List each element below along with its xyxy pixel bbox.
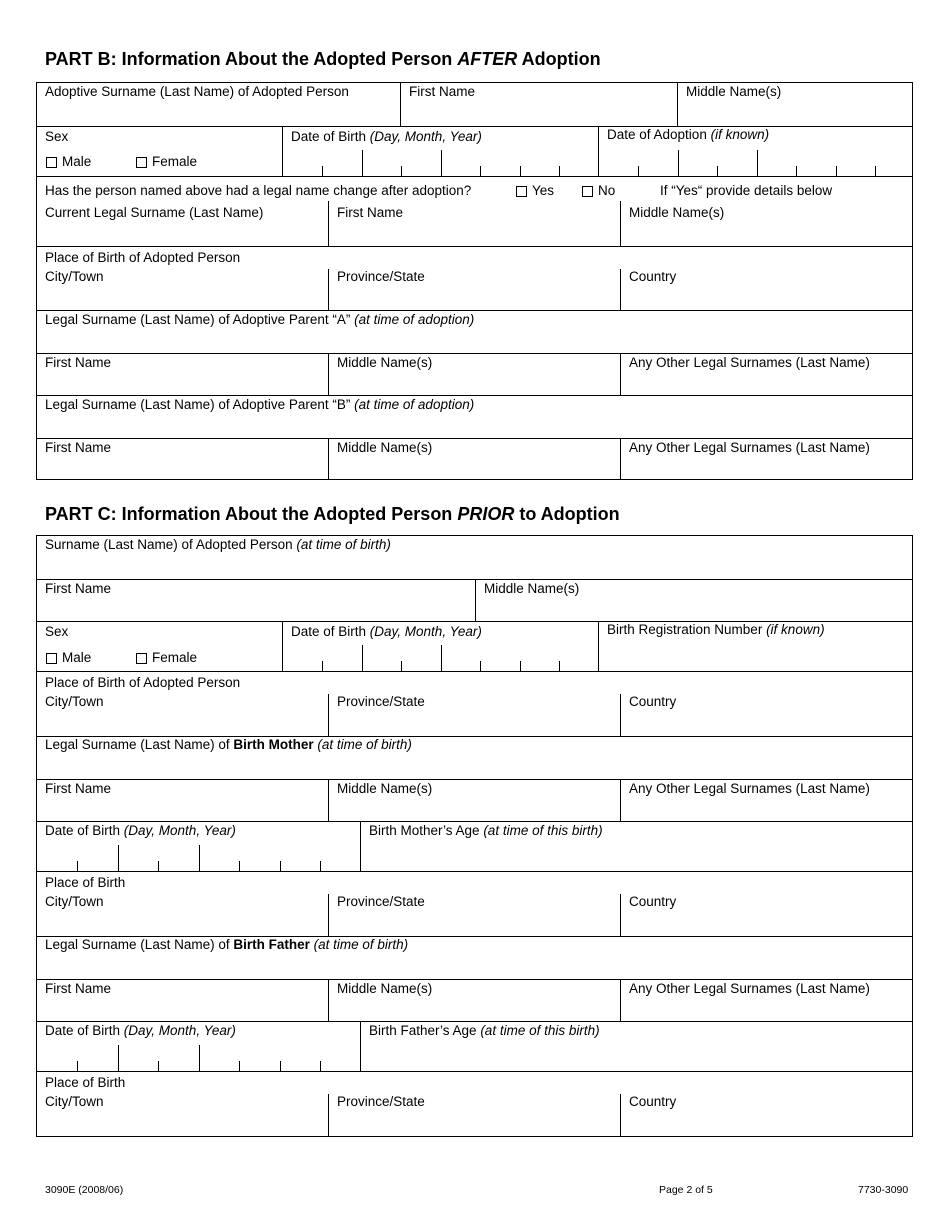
- mother-age-field[interactable]: [360, 822, 912, 871]
- birth-registration-field[interactable]: [598, 622, 912, 671]
- other-surnames-label: Any Other Legal Surnames (Last Name): [629, 981, 870, 996]
- birth-surname-label: Surname (Last Name) of Adopted Person (at time of birth): [45, 537, 391, 552]
- province-field[interactable]: [328, 694, 620, 736]
- father-age-field[interactable]: [360, 1022, 912, 1071]
- part-c-place-of-birth-row: [37, 671, 912, 736]
- place-of-birth-label: Place of Birth of Adopted Person: [45, 675, 241, 690]
- adoptive-surname-label: Adoptive Surname (Last Name) of Adopted Person: [45, 84, 349, 99]
- birth-first-name-field[interactable]: [37, 580, 475, 621]
- mother-dob-label: Date of Birth (Day, Month, Year): [45, 823, 236, 838]
- first-name-label: First Name: [45, 981, 112, 996]
- checkbox-icon: [136, 157, 147, 168]
- checkbox-icon: [136, 653, 147, 664]
- birth-mother-dob-row: [37, 821, 912, 871]
- first-name-label: First Name: [45, 781, 112, 796]
- middle-names-label: Middle Name(s): [337, 440, 433, 455]
- parent-a-first-name-field[interactable]: [37, 354, 328, 395]
- middle-names-label: Middle Name(s): [484, 581, 580, 596]
- city-label: City/Town: [45, 1094, 104, 1109]
- birth-father-surname-field[interactable]: [37, 936, 912, 979]
- mother-other-surnames-field[interactable]: [620, 780, 912, 821]
- birth-father-names-row: [37, 979, 912, 1021]
- other-surnames-label: Any Other Legal Surnames (Last Name): [629, 781, 870, 796]
- checkbox-icon: [46, 157, 57, 168]
- province-label: Province/State: [337, 694, 425, 709]
- female-label: Female: [152, 650, 198, 665]
- part-b-name-row: [37, 83, 912, 126]
- checkbox-icon: [46, 653, 57, 664]
- father-dob-field[interactable]: [37, 1022, 360, 1071]
- female-checkbox[interactable]: [136, 154, 197, 170]
- dob-digit-boxes: [283, 150, 598, 176]
- birth-mother-surname-field[interactable]: [37, 736, 912, 779]
- father-province-field[interactable]: [328, 1094, 620, 1136]
- mother-dob-digit-boxes: [37, 845, 360, 871]
- place-of-birth-label: Place of Birth: [45, 875, 126, 890]
- sex-label: Sex: [45, 129, 69, 144]
- mother-place-of-birth-row: [37, 871, 912, 936]
- date-of-adoption-field[interactable]: [598, 127, 912, 176]
- male-label: Male: [62, 650, 92, 665]
- female-checkbox[interactable]: [136, 650, 197, 666]
- first-name-label: First Name: [45, 581, 112, 596]
- middle-names-label: Middle Name(s): [337, 981, 433, 996]
- city-field[interactable]: [37, 694, 328, 736]
- first-name-label: First Name: [409, 84, 476, 99]
- middle-names-label: Middle Name(s): [686, 84, 782, 99]
- dob-label: Date of Birth (Day, Month, Year): [291, 624, 482, 639]
- current-first-name-field[interactable]: [328, 201, 620, 246]
- birth-father-dob-row: [37, 1021, 912, 1071]
- mother-province-field[interactable]: [328, 894, 620, 936]
- middle-names-label: Middle Name(s): [337, 781, 433, 796]
- sex-field: [37, 622, 282, 671]
- province-field[interactable]: [328, 269, 620, 310]
- birth-middle-names-field[interactable]: [475, 580, 912, 621]
- parent-a-names-row: [37, 353, 912, 395]
- parent-b-middle-names-field[interactable]: [328, 439, 620, 479]
- female-label: Female: [152, 154, 198, 169]
- if-yes-note: If “Yes“ provide details below: [660, 183, 833, 198]
- province-label: Province/State: [337, 269, 425, 284]
- father-age-label: Birth Father’s Age (at time of this birth): [369, 1023, 600, 1038]
- part-b-form: [36, 82, 913, 480]
- country-label: Country: [629, 694, 677, 709]
- current-first-name-label: First Name: [337, 205, 404, 220]
- birth-mother-surname-label: Legal Surname (Last Name) of Birth Mother (at time of birth): [45, 737, 412, 752]
- yes-checkbox[interactable]: [516, 183, 554, 199]
- part-c-title: PART C: Information About the Adopted Person PRIOR to Adoption: [45, 504, 620, 524]
- page-number: Page 2 of 5: [659, 1184, 713, 1196]
- part-b-sex-dob-row: [37, 126, 912, 176]
- birth-registration-label: Birth Registration Number (if known): [607, 622, 825, 637]
- place-of-birth-label: Place of Birth of Adopted Person: [45, 250, 241, 265]
- mother-country-field[interactable]: [620, 894, 912, 936]
- part-c-sex-dob-row: [37, 621, 912, 671]
- parent-a-other-surnames-field[interactable]: [620, 354, 912, 395]
- parent-a-surname-label: Legal Surname (Last Name) of Adoptive Parent “A” (at time of adoption): [45, 312, 475, 327]
- male-checkbox[interactable]: [46, 154, 91, 170]
- form-number: 7730-3090: [858, 1184, 909, 1196]
- part-b-place-of-birth-row: [37, 246, 912, 310]
- part-c-name-row: [37, 579, 912, 621]
- city-label: City/Town: [45, 694, 104, 709]
- other-surnames-label: Any Other Legal Surnames (Last Name): [629, 355, 870, 370]
- current-surname-field[interactable]: [37, 201, 328, 246]
- father-other-surnames-field[interactable]: [620, 980, 912, 1021]
- father-dob-digit-boxes: [37, 1045, 360, 1071]
- parent-b-first-name-field[interactable]: [37, 439, 328, 479]
- middle-names-label: Middle Name(s): [337, 355, 433, 370]
- adoption-digit-boxes: [599, 150, 912, 176]
- parent-b-surname-label: Legal Surname (Last Name) of Adoptive Parent “B” (at time of adoption): [45, 397, 475, 412]
- first-name-label: First Name: [45, 440, 112, 455]
- parent-b-names-row: [37, 438, 912, 479]
- checkbox-icon: [516, 186, 527, 197]
- country-label: Country: [629, 269, 677, 284]
- mother-city-field[interactable]: [37, 894, 328, 936]
- checkbox-icon: [582, 186, 593, 197]
- part-c-form: [36, 535, 913, 1137]
- current-middle-names-field[interactable]: [620, 201, 912, 246]
- birth-surname-field[interactable]: [37, 536, 912, 579]
- country-label: Country: [629, 1094, 677, 1109]
- male-label: Male: [62, 154, 92, 169]
- yes-label: Yes: [532, 183, 555, 198]
- father-place-of-birth-row: [37, 1071, 912, 1136]
- country-field[interactable]: [620, 269, 912, 310]
- middle-names-field[interactable]: [677, 83, 912, 126]
- dob-field[interactable]: [282, 127, 598, 176]
- no-label: No: [598, 183, 616, 198]
- part-b-name-change-row: [37, 176, 912, 246]
- first-name-field[interactable]: [400, 83, 677, 126]
- birth-father-surname-label: Legal Surname (Last Name) of Birth Father (at time of birth): [45, 937, 409, 952]
- parent-a-middle-names-field[interactable]: [328, 354, 620, 395]
- parent-b-other-surnames-field[interactable]: [620, 439, 912, 479]
- father-country-field[interactable]: [620, 1094, 912, 1136]
- city-label: City/Town: [45, 894, 104, 909]
- father-dob-label: Date of Birth (Day, Month, Year): [45, 1023, 236, 1038]
- father-first-name-field[interactable]: [37, 980, 328, 1021]
- parent-a-surname-field[interactable]: [37, 310, 912, 353]
- dob-label: Date of Birth (Day, Month, Year): [291, 129, 482, 144]
- city-label: City/Town: [45, 269, 104, 284]
- mother-age-label: Birth Mother’s Age (at time of this birth): [369, 823, 603, 838]
- province-label: Province/State: [337, 894, 425, 909]
- current-surname-label: Current Legal Surname (Last Name): [45, 205, 264, 220]
- date-of-adoption-label: Date of Adoption (if known): [607, 127, 770, 142]
- mother-first-name-field[interactable]: [37, 780, 328, 821]
- place-of-birth-label: Place of Birth: [45, 1075, 126, 1090]
- mother-dob-field[interactable]: [37, 822, 360, 871]
- country-label: Country: [629, 894, 677, 909]
- dob-field[interactable]: [282, 622, 598, 671]
- other-surnames-label: Any Other Legal Surnames (Last Name): [629, 440, 870, 455]
- male-checkbox[interactable]: [46, 650, 91, 666]
- parent-b-surname-field[interactable]: [37, 395, 912, 438]
- mother-middle-names-field[interactable]: [328, 780, 620, 821]
- name-change-question: Has the person named above had a legal name change after adoption?: [45, 183, 472, 198]
- current-middle-names-label: Middle Name(s): [629, 205, 725, 220]
- father-middle-names-field[interactable]: [328, 980, 620, 1021]
- adoptive-surname-field[interactable]: [37, 83, 400, 126]
- birth-mother-names-row: [37, 779, 912, 821]
- part-b-title: PART B: Information About the Adopted Person AFTER Adoption: [45, 49, 601, 69]
- form-code: 3090E (2008/06): [45, 1184, 124, 1196]
- dob-digit-boxes: [283, 645, 598, 671]
- country-field[interactable]: [620, 694, 912, 736]
- first-name-label: First Name: [45, 355, 112, 370]
- sex-field: [37, 127, 282, 176]
- city-field[interactable]: [37, 269, 328, 310]
- sex-label: Sex: [45, 624, 69, 639]
- province-label: Province/State: [337, 1094, 425, 1109]
- father-city-field[interactable]: [37, 1094, 328, 1136]
- no-checkbox[interactable]: [582, 183, 615, 199]
